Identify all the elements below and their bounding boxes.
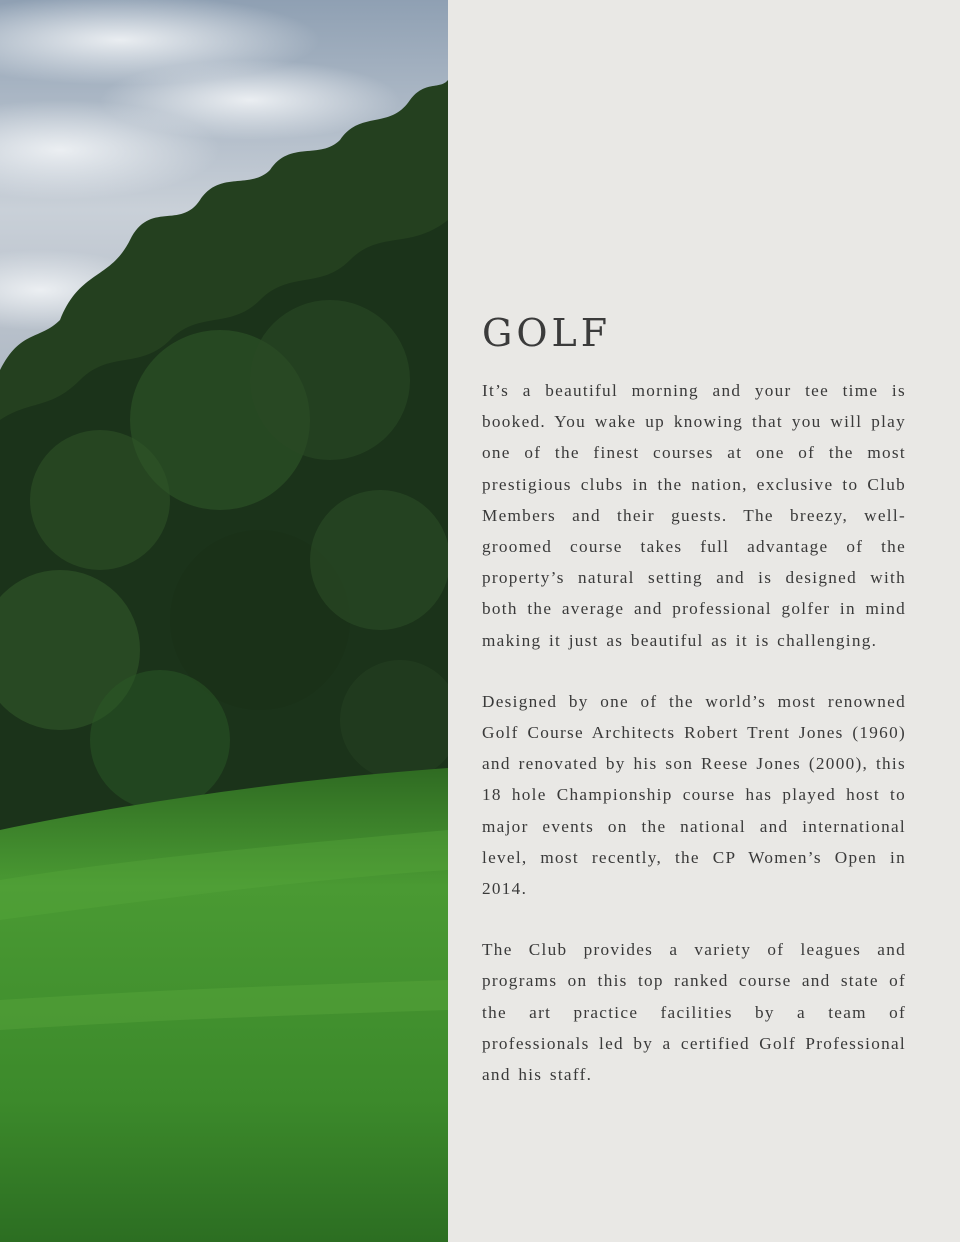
golf-course-photo [0,0,448,1242]
page-title: GOLF [482,311,612,355]
paragraph-history: Designed by one of the world’s most renowned Golf Course Architects Robert Trent Jones (1960) and renovated by his son Reese Jones (2000), this 18 hole Championship course has played host to major events on the national and international level, most recently, the CP Women’s Open in 2014. [482,691,906,899]
paragraph-intro: It’s a beautiful morning and your tee time is booked. You wake up knowing that you will play one of the finest courses at one of the most prestigious clubs in the nation, exclusive to Club Members and their guests. The breezy, well-groomed course takes full advantage of the property’s natural setting and is designed with both the average and professional golfer in mind making it just as beautiful as it is challenging. [482,381,906,650]
text-panel [448,0,960,1242]
paragraph-programs: The Club provides a variety of leagues and programs on this top ranked course and state of the art practice facilities by a team of professionals led by a certified Golf Professional and his staff. [482,940,906,1085]
article-content [482,311,906,1120]
